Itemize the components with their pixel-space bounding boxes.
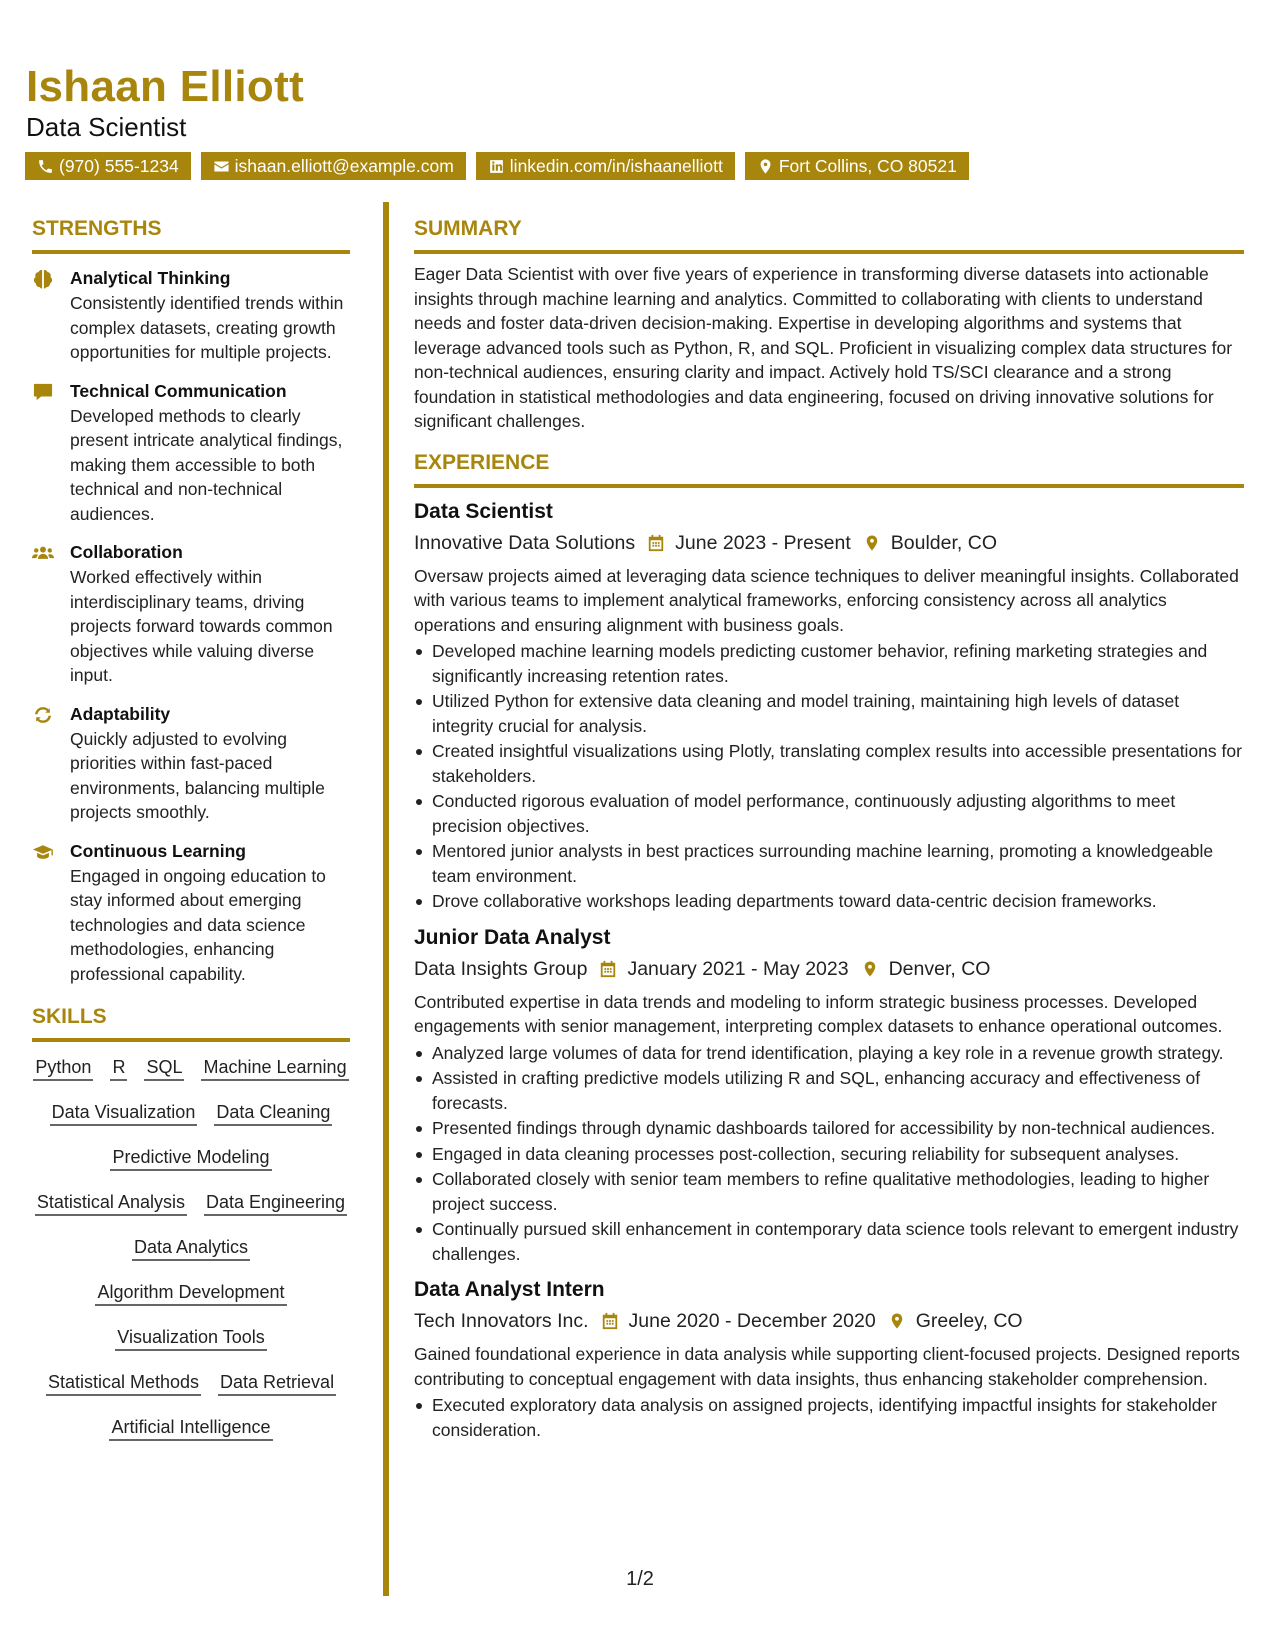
strength-title: Adaptability xyxy=(70,703,171,724)
skill-tag: Artificial Intelligence xyxy=(109,1415,272,1441)
job-location: Denver, CO xyxy=(888,957,991,980)
skill-tag: Python xyxy=(33,1055,93,1081)
strength-desc: Quickly adjusted to evolving priorities within fast-paced environments, balancing multiple projects smoothly. xyxy=(70,728,325,822)
skill-tag: Algorithm Development xyxy=(95,1280,286,1306)
job-dates: June 2020 - December 2020 xyxy=(628,1310,876,1332)
job-entry xyxy=(414,1276,1244,1442)
brain-icon xyxy=(32,269,54,289)
strength-item xyxy=(32,839,350,987)
job-bullet: Assisted in crafting predictive models utilizing R and SQL, enhancing accuracy and effectiveness of forecasts. xyxy=(414,1066,1244,1115)
graduation-cap-icon xyxy=(32,842,54,862)
job-bullet: Drove collaborative workshops leading departments toward data-centric decision frameworks. xyxy=(414,889,1244,914)
job-bullet: Created insightful visualizations using Plotly, translating complex results into accessible presentations for stakeholders. xyxy=(414,739,1244,788)
job-title: Junior Data Analyst xyxy=(414,925,611,949)
strengths-heading: STRENGTHS xyxy=(32,216,350,254)
skill-tag: Data Retrieval xyxy=(218,1370,336,1396)
job-title: Data Scientist xyxy=(414,499,553,523)
contact-email[interactable] xyxy=(201,152,466,180)
right-column xyxy=(414,216,1244,1443)
map-pin-icon xyxy=(757,158,774,175)
job-bullets xyxy=(414,1393,1244,1442)
strength-desc: Consistently identified trends within complex datasets, creating growth opportunities for multiple projects. xyxy=(70,293,344,362)
contact-phone-text: (970) 555-1234 xyxy=(59,156,179,176)
skill-tag: R xyxy=(110,1055,127,1081)
page-number: 1/2 xyxy=(626,1568,654,1590)
strength-title: Collaboration xyxy=(70,542,183,562)
job-entry xyxy=(414,498,1244,914)
summary-text: Eager Data Scientist with over five years of experience in transforming diverse datasets into actionable insights through machine learning and analytics. Committed to collaborating with clients to understand needs and foster data-driven decision-making. Expertise in developing algorithms and systems that leverage advanced tools such as Python, R, and SQL. Proficient in visualizing complex data structures for non-technical audiences, ensuring clarity and impact. Actively hold TS/SCI clearance and a strong foundation in statistical methodologies and data engineering, focused on driving innovative solutions for significant challenges. xyxy=(414,264,1233,431)
strength-item xyxy=(32,540,350,688)
job-description: Gained foundational experience in data analysis while supporting client-focused projects. Designed reports contributing to conceptual engagement with data insights, thus enhancing stakeholder comprehension. xyxy=(414,1344,1240,1389)
strength-item xyxy=(32,702,350,825)
strength-title: Continuous Learning xyxy=(70,840,246,861)
skills-list xyxy=(32,1055,350,1441)
job-description: Contributed expertise in data trends and modeling to inform strategic business processes. Developed engagements with senior management, interpreting complex datasets to enhance operational outcomes. xyxy=(414,991,1223,1036)
job-location: Greeley, CO xyxy=(915,1310,1023,1332)
skill-tag: Data Engineering xyxy=(204,1190,347,1216)
left-column xyxy=(32,216,350,1441)
strengths-list xyxy=(32,266,350,986)
linkedin-icon xyxy=(488,158,505,175)
users-icon xyxy=(32,543,54,563)
job-bullet: Developed machine learning models predicting customer behavior, refining marketing strategies and significantly increasing retention rates. xyxy=(414,639,1244,688)
strength-desc: Engaged in ongoing education to stay informed about emerging technologies and data science methodologies, enhancing professional capability. xyxy=(70,865,326,984)
job-bullet: Utilized Python for extensive data cleaning and model training, maintaining high levels of dataset integrity crucial for analysis. xyxy=(414,689,1244,738)
contact-location[interactable] xyxy=(745,152,969,180)
strength-item xyxy=(32,379,350,527)
skill-tag: Visualization Tools xyxy=(115,1325,266,1351)
contact-bar xyxy=(25,152,969,180)
map-pin-icon xyxy=(888,1312,906,1330)
skill-tag: Data Visualization xyxy=(50,1100,198,1126)
experience-heading: EXPERIENCE xyxy=(414,450,1244,488)
calendar-icon xyxy=(599,960,617,978)
job-description: Oversaw projects aimed at leveraging data science techniques to deliver meaningful insights. Collaborated with various teams to implement analytical frameworks, enforcing consistency across all analytics operations and ensuring alignment with business goals. xyxy=(414,565,1239,635)
strength-desc: Developed methods to clearly present intricate analytical findings, making them accessible to both technical and non-technical audiences. xyxy=(70,405,343,524)
contact-linkedin[interactable] xyxy=(476,152,735,180)
job-bullets xyxy=(414,639,1244,914)
strength-title: Technical Communication xyxy=(70,380,287,401)
job-dates: January 2021 - May 2023 xyxy=(627,957,849,980)
job-entry xyxy=(414,924,1244,1267)
map-pin-icon xyxy=(861,960,879,978)
job-bullet: Continually pursued skill enhancement in contemporary data science tools relevant to emergent industry challenges. xyxy=(414,1217,1244,1266)
job-company: Innovative Data Solutions xyxy=(414,531,636,554)
speech-bubble-icon xyxy=(32,382,54,402)
job-dates: June 2023 - Present xyxy=(675,531,851,554)
job-bullet: Mentored junior analysts in best practices surrounding machine learning, promoting a knowledgeable team environment. xyxy=(414,839,1244,888)
job-bullet: Conducted rigorous evaluation of model performance, continuously adjusting algorithms to meet precision objectives. xyxy=(414,789,1244,838)
map-pin-icon xyxy=(863,534,881,552)
strength-desc: Worked effectively within interdisciplinary teams, driving projects forward towards common objectives while valuing diverse input. xyxy=(70,567,333,685)
job-bullet: Analyzed large volumes of data for trend identification, playing a key role in a revenue growth strategy. xyxy=(414,1041,1244,1066)
calendar-icon xyxy=(647,534,665,552)
job-title: Data Analyst Intern xyxy=(414,1278,605,1301)
job-meta xyxy=(414,1306,1244,1336)
skills-section xyxy=(32,1004,350,1441)
column-divider xyxy=(383,202,389,1596)
skills-heading: SKILLS xyxy=(32,1004,350,1042)
contact-phone[interactable] xyxy=(25,152,191,180)
summary-heading: SUMMARY xyxy=(414,216,1244,254)
candidate-name: Ishaan Elliott xyxy=(26,62,305,111)
job-company: Data Insights Group xyxy=(414,957,588,980)
refresh-icon xyxy=(32,705,54,725)
skill-tag: Machine Learning xyxy=(201,1055,348,1081)
strength-item xyxy=(32,266,350,365)
job-meta xyxy=(414,528,1244,558)
job-bullet: Engaged in data cleaning processes post-collection, securing reliability for subsequent analyses. xyxy=(414,1142,1244,1167)
job-location: Boulder, CO xyxy=(890,531,997,554)
skill-tag: Data Analytics xyxy=(132,1235,250,1261)
job-bullet: Executed exploratory data analysis on assigned projects, identifying impactful insights for stakeholder consideration. xyxy=(414,1393,1244,1442)
job-company: Tech Innovators Inc. xyxy=(414,1310,589,1332)
skill-tag: Predictive Modeling xyxy=(110,1145,271,1171)
envelope-icon xyxy=(213,158,230,175)
job-bullet: Collaborated closely with senior team members to refine qualitative methodologies, leading to higher project success. xyxy=(414,1167,1244,1216)
strength-title: Analytical Thinking xyxy=(70,268,231,288)
contact-email-text: ishaan.elliott@example.com xyxy=(234,156,454,176)
skill-tag: Statistical Analysis xyxy=(35,1190,187,1216)
skill-tag: SQL xyxy=(144,1055,184,1081)
skill-tag: Statistical Methods xyxy=(46,1370,201,1396)
job-bullet: Presented findings through dynamic dashboards tailored for accessibility by non-technical audiences. xyxy=(414,1116,1244,1141)
job-meta xyxy=(414,954,1244,984)
experience-section xyxy=(414,450,1244,1443)
calendar-icon xyxy=(601,1312,619,1330)
phone-icon xyxy=(37,158,54,175)
job-bullets xyxy=(414,1041,1244,1267)
skill-tag: Data Cleaning xyxy=(214,1100,332,1126)
contact-linkedin-text: linkedin.com/in/ishaanelliott xyxy=(509,156,723,176)
contact-location-text: Fort Collins, CO 80521 xyxy=(778,156,957,176)
candidate-title: Data Scientist xyxy=(26,112,187,142)
